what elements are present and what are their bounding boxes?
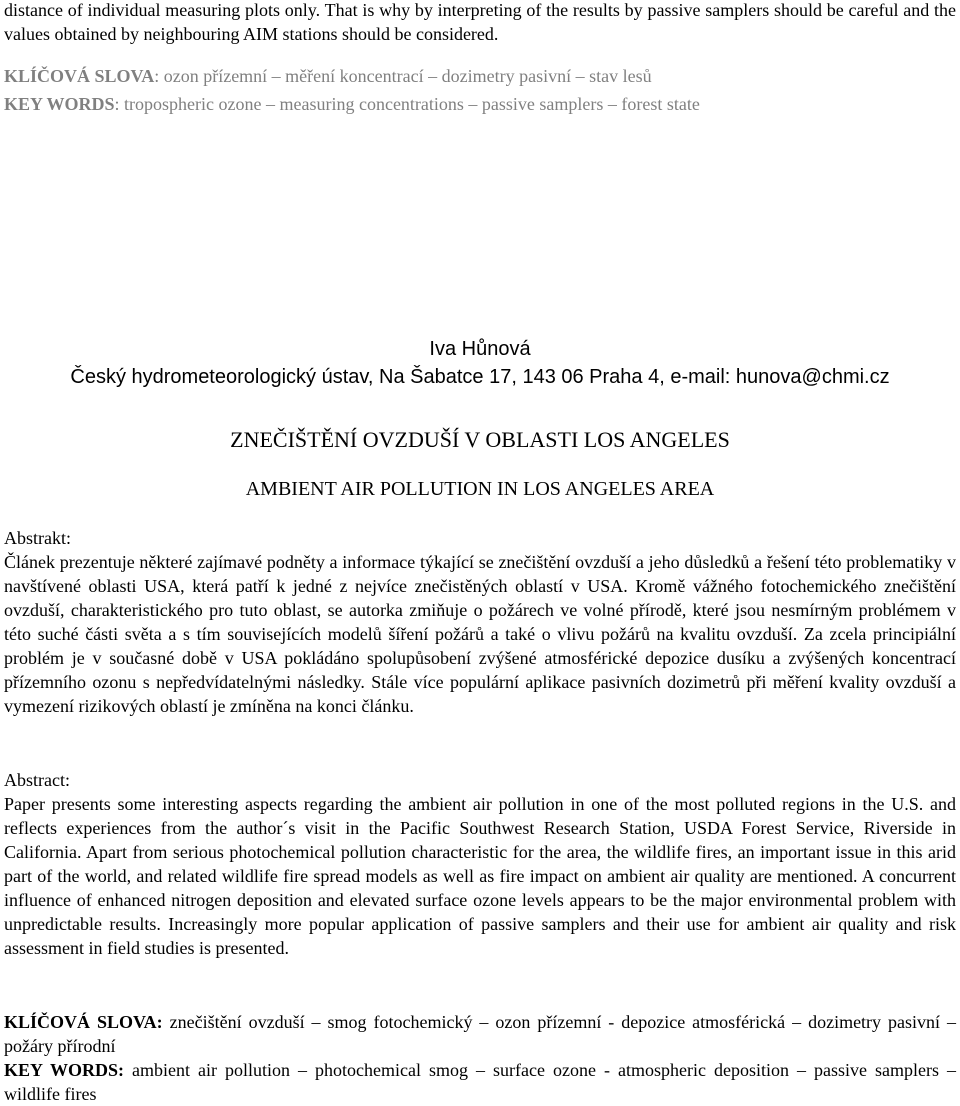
previous-keywords-cz-text: : ozon přízemní – měření koncentrací – dozimetry pasivní – stav lesů (154, 66, 652, 86)
author-name: Iva Hůnová (429, 338, 531, 360)
abstrakt-text: Článek prezentuje některé zajímavé podněty a informace týkající se znečištění ovzduší a jeho důsledků a řešení této problematiky v navštívené oblasti USA, která patří k jedné z nejvíce znečistěných oblastí v USA. Kromě vážného fotochemického znečištění ovzduší, charakteristického pro tuto oblast, se autorka zmiňuje o požárech ve volné přírodě, které jsou nesmírným problémem v této suché části světa a s tím souvisejících modelů šíření požárů a také o vlivu požárů na kvalitu ovzduší. Za zcela principiální problém je v současné době v USA pokládáno spolupůsobení zvýšené atmosférické depozice dusíku a zvýšených koncentrací přízemního ozonu s nepředvídatelnými následky. Stále více populární aplikace pasivních dozimetrů při měření kvality ovzduší a vymezení rizikových oblastí je zmíněna na konci článku. (4, 552, 956, 716)
abstract-label: Abstract: (4, 770, 70, 790)
article-title-en: AMBIENT AIR POLLUTION IN LOS ANGELES AREA (245, 478, 715, 500)
abstrakt-label: Abstrakt: (4, 528, 71, 548)
previous-keywords-en-text: : tropospheric ozone – measuring concentrations – passive samplers – forest state (114, 94, 700, 114)
previous-keywords-cz (4, 64, 956, 88)
author-affiliation: Český hydrometeorologický ústav, Na Šabatce 17, 143 06 Praha 4, e-mail: hunova@chmi.cz (70, 366, 890, 388)
previous-keywords-en-label: KEY WORDS (4, 94, 115, 114)
keywords-cz (4, 1010, 956, 1058)
keywords-en (4, 1058, 956, 1106)
abstract-text: Paper presents some interesting aspects regarding the ambient air pollution in one of the most polluted regions in the U.S. and reflects experiences from the author´s visit in the Pacific Southwest Research Station, USDA Forest Service, Riverside in California. Apart from serious photochemical pollution characteristic for the area, the wildlife fires, an important issue in this arid part of the world, and related wildlife fire spread models as well as fire impact on ambient air quality are mentioned. A concurrent influence of enhanced nitrogen deposition and elevated surface ozone levels appears to be the major environmental problem with unpredictable results. Increasingly more popular application of passive samplers and their use for ambient air quality and risk assessment in field studies is presented. (4, 794, 956, 958)
keywords-cz-text: znečištění ovzduší – smog fotochemický – ozon přízemní - depozice atmosférická – dozimetry pasivní – požáry přírodní (4, 1012, 956, 1056)
previous-keywords-cz-label: KLÍČOVÁ SLOVA (4, 66, 155, 86)
article-title-cz: ZNEČIŠTĚNÍ OVZDUŠÍ V OBLASTI LOS ANGELES (230, 427, 730, 452)
previous-article-continuation: distance of individual measuring plots only. That is why by interpreting of the results by passive samplers should be careful and the values obtained by neighbouring AIM stations should be considered. (4, 0, 956, 44)
keywords-en-text: ambient air pollution – photochemical smog – surface ozone - atmospheric deposition – passive samplers – wildlife fires (4, 1060, 956, 1104)
previous-keywords-en (4, 92, 956, 116)
keywords-cz-label: KLÍČOVÁ SLOVA: (4, 1012, 163, 1032)
keywords-en-label: KEY WORDS: (4, 1060, 125, 1080)
